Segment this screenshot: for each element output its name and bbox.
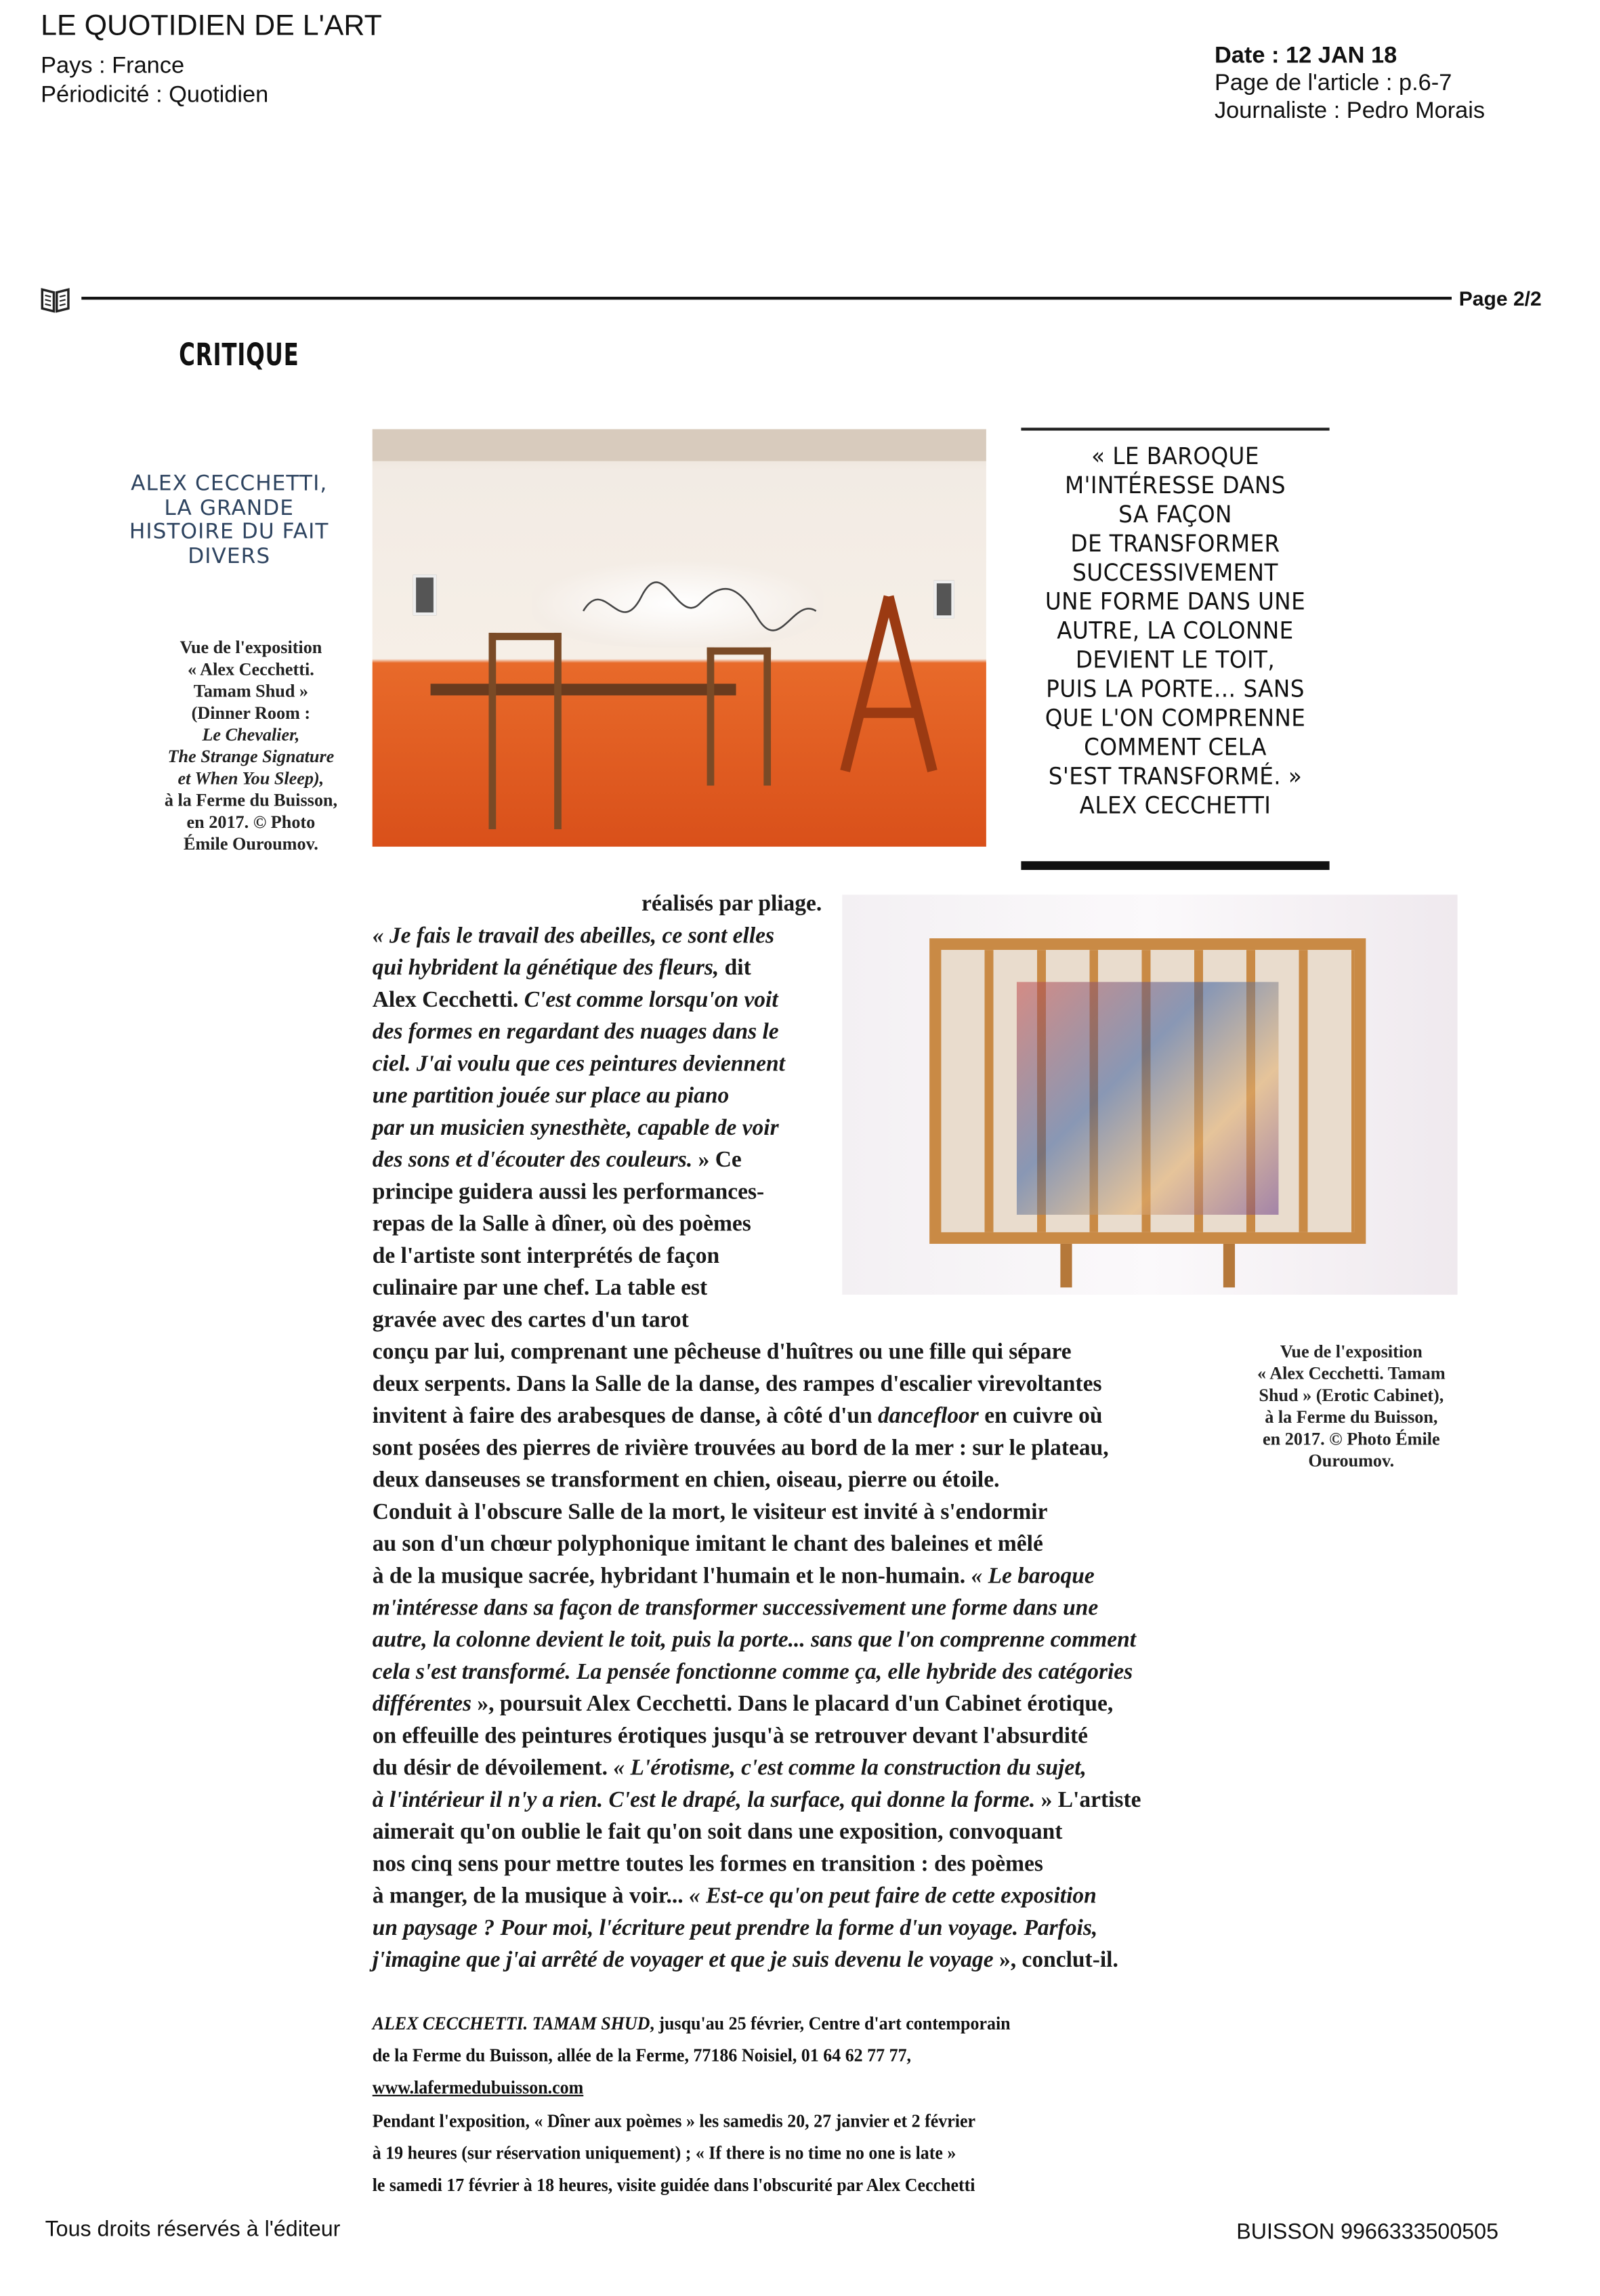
- caption-line: (Dinner Room :: [191, 703, 311, 724]
- body-line: [373, 1339, 1072, 1368]
- text-segment: en cuivre où: [978, 1404, 1103, 1429]
- caption-line: « Alex Cecchetti. Tamam: [1257, 1363, 1446, 1384]
- info-line: [373, 2108, 975, 2134]
- text-segment: de la Ferme du Buisson, allée de la Ferme, 77186 Noisiel, 01 64 62 77 77,: [372, 2044, 912, 2066]
- text-segment: » L'artiste: [1035, 1788, 1141, 1813]
- body-line: [373, 1850, 1043, 1879]
- side-title-line: LA GRANDE: [164, 497, 295, 520]
- body-line: [373, 1243, 719, 1272]
- book-icon: [41, 287, 70, 313]
- article-page: Page de l'article : p.6-7: [1214, 71, 1452, 96]
- caption-line: à la Ferme du Buisson,: [164, 789, 338, 811]
- document-code: BUISSON 9966333500505: [1236, 2219, 1499, 2245]
- text-segment: à de la musique sacrée, hybridant l'humain et le non-humain.: [372, 1564, 971, 1589]
- text-segment: j'imagine que j'ai arrêté de voyager et que je suis devenu le voyage: [372, 1948, 994, 1973]
- text-segment: » Ce: [692, 1148, 742, 1173]
- text-segment: « Je fais le travail des abeilles, ce sont elles: [372, 923, 775, 949]
- body-line: [373, 1466, 1000, 1495]
- body-line: [373, 1722, 1088, 1751]
- text-segment: dancefloor: [878, 1404, 979, 1429]
- caption-line: en 2017. © Photo Émile: [1263, 1428, 1440, 1449]
- text-segment: de l'artiste sont interprétés de façon: [372, 1243, 720, 1269]
- body-line: [373, 1530, 1043, 1560]
- body-line: [373, 1499, 1048, 1528]
- caption-line: Tamam Shud »: [193, 680, 309, 701]
- body-line: [373, 1755, 1087, 1784]
- caption-line: Shud » (Erotic Cabinet),: [1259, 1385, 1444, 1406]
- pull-quote-line: « LE BAROQUE: [1091, 442, 1259, 470]
- body-line: [373, 1690, 1114, 1719]
- body-line: [373, 1371, 1102, 1400]
- body-line: [373, 1083, 730, 1112]
- pull-quote-line: ALEX CECCHETTI: [1079, 791, 1271, 819]
- side-title-line: HISTOIRE DU FAIT: [129, 520, 329, 545]
- country: Pays : France: [41, 54, 185, 79]
- caption-line: The Strange Signature: [167, 746, 335, 767]
- text-segment: invitent à faire des arabesques de danse, à côté d'un: [372, 1404, 879, 1429]
- website-link[interactable]: www.lafermedubuisson.com: [372, 2076, 584, 2099]
- text-segment: « Est-ce qu'on peut faire de cette exposition: [689, 1883, 1097, 1909]
- body-line: [373, 1306, 689, 1335]
- caption-line: Émile Ouroumov.: [184, 833, 318, 854]
- text-segment: aimerait qu'on oublie le fait qu'on soit dans une exposition, convoquant: [372, 1820, 1063, 1845]
- text-segment: le samedi 17 février à 18 heures, visite guidée dans l'obscurité par Alex Cecchetti: [372, 2173, 975, 2196]
- text-segment: nos cinq sens pour mettre toutes les formes en transition : des poèmes: [372, 1852, 1043, 1877]
- caption-erotic-cabinet: [1244, 1341, 1459, 1472]
- exhibition-photo-dinner-room: [373, 429, 986, 846]
- caption-line: Vue de l'exposition: [180, 637, 322, 658]
- body-line: [373, 1627, 1136, 1656]
- text-segment: ALEX CECCHETTI. TAMAM SHUD: [372, 2011, 650, 2034]
- text-segment: », conclut-il.: [993, 1948, 1118, 1973]
- text-segment: une partition jouée sur place au piano: [372, 1083, 730, 1109]
- text-segment: , jusqu'au 25 février, Centre d'art contemporain: [650, 2011, 1011, 2034]
- caption-line: et When You Sleep),: [177, 768, 324, 789]
- exhibition-photo-erotic-cabinet: [842, 895, 1457, 1295]
- text-segment: à 19 heures (sur réservation uniquement) ; « If there is no time no one is late »: [372, 2141, 956, 2163]
- caption-line: à la Ferme du Buisson,: [1265, 1406, 1438, 1427]
- periodicity: Périodicité : Quotidien: [41, 83, 269, 108]
- body-line: [373, 1434, 1109, 1463]
- text-segment: gravée avec des cartes d'un tarot: [372, 1308, 689, 1333]
- text-segment: Conduit à l'obscure Salle de la mort, le visiteur est invité à s'endormir: [372, 1499, 1048, 1525]
- text-segment: culinaire par une chef. La table est: [372, 1276, 708, 1301]
- body-line: [373, 922, 774, 951]
- caption-line: Ouroumov.: [1308, 1450, 1395, 1471]
- body-line: [373, 1594, 1099, 1623]
- body-line: [373, 1114, 779, 1144]
- text-segment: ciel. J'ai voulu que ces peintures deviennent: [372, 1051, 785, 1077]
- body-line: [373, 1402, 1103, 1432]
- text-segment: on effeuille des peintures érotiques jusqu'à se retrouver devant l'absurdité: [372, 1724, 1089, 1749]
- date: Date : 12 JAN 18: [1214, 43, 1397, 68]
- text-segment: deux danseuses se transforment en chien, oiseau, pierre ou étoile.: [372, 1467, 1000, 1493]
- pull-quote: [1021, 427, 1329, 870]
- body-line: [373, 955, 751, 984]
- journalist: Journaliste : Pedro Morais: [1214, 99, 1486, 124]
- text-segment: Pendant l'exposition, « Dîner aux poèmes » les samedis 20, 27 janvier et 2 février: [372, 2108, 976, 2131]
- pull-quote-line: QUE L'ON COMPRENNE: [1045, 704, 1306, 732]
- rights-notice: Tous droits réservés à l'éditeur: [45, 2217, 341, 2242]
- pull-quote-line: COMMENT CELA: [1084, 733, 1267, 761]
- publication-name: LE QUOTIDIEN DE L'ART: [41, 10, 382, 43]
- text-segment: par un musicien synesthète, capable de voir: [372, 1115, 779, 1141]
- pull-quote-line: SUCCESSIVEMENT: [1072, 558, 1278, 587]
- text-segment: m'intéresse dans sa façon de transformer successivement une forme dans une: [372, 1595, 1099, 1621]
- info-line: [373, 2043, 911, 2069]
- header-rule: [81, 297, 1452, 299]
- pull-quote-line: UNE FORME DANS UNE: [1045, 587, 1306, 616]
- text-segment: à l'intérieur il n'y a rien. C'est le drapé, la surface, qui donne la forme.: [372, 1788, 1036, 1813]
- text-segment: conçu par lui, comprenant une pêcheuse d'huîtres ou une fille qui sépare: [372, 1339, 1072, 1365]
- body-line: [373, 1050, 785, 1079]
- side-title-line: DIVERS: [188, 545, 271, 568]
- info-line: [373, 2075, 584, 2102]
- page-indicator: Page 2/2: [1458, 287, 1542, 310]
- info-line: [373, 2140, 956, 2166]
- body-line: [373, 1658, 1133, 1688]
- text-segment: deux serpents. Dans la Salle de la danse, des rampes d'escalier virevoltantes: [372, 1371, 1102, 1397]
- body-line: [641, 890, 822, 919]
- pull-quote-line: PUIS LA PORTE… SANS: [1046, 675, 1305, 703]
- text-segment: du désir de dévoilement.: [372, 1755, 614, 1781]
- pull-quote-line: SA FAÇON: [1118, 500, 1232, 528]
- body-line: [373, 986, 778, 1016]
- text-segment: différentes: [372, 1692, 472, 1717]
- text-segment: Alex Cecchetti.: [372, 988, 524, 1013]
- text-segment: dit: [719, 955, 751, 981]
- text-segment: des formes en regardant des nuages dans le: [372, 1020, 779, 1045]
- body-line: [373, 1178, 764, 1207]
- text-segment: qui hybrident la génétique des fleurs,: [372, 955, 719, 981]
- caption-line: Vue de l'exposition: [1280, 1341, 1423, 1362]
- pull-quote-line: DE TRANSFORMER: [1070, 529, 1280, 558]
- text-segment: « Le baroque: [971, 1564, 1095, 1589]
- body-line: [373, 1883, 1097, 1912]
- text-segment: un paysage ? Pour moi, l'écriture peut prendre la forme d'un voyage. Parfois,: [372, 1915, 1098, 1941]
- pull-quote-line: S'EST TRANSFORMÉ. »: [1048, 762, 1303, 790]
- text-segment: principe guidera aussi les performances-: [372, 1180, 765, 1205]
- section-title: CRITIQUE: [179, 337, 299, 373]
- caption-line: « Alex Cecchetti.: [188, 659, 314, 680]
- caption-line: Le Chevalier,: [202, 724, 300, 745]
- body-line: [373, 1787, 1141, 1816]
- body-line: [373, 1946, 1118, 1976]
- pull-quote-line: AUTRE, LA COLONNE: [1057, 617, 1294, 645]
- text-segment: cela s'est transformé. La pensée fonctionne comme ça, elle hybride des catégories: [372, 1660, 1133, 1685]
- body-line: [373, 1274, 708, 1303]
- caption-dinner-room: [146, 638, 356, 856]
- text-segment: à manger, de la musique à voir...: [372, 1883, 690, 1909]
- side-title: [117, 473, 342, 569]
- info-line: [373, 2172, 975, 2198]
- body-line: [373, 1146, 742, 1175]
- info-line: [373, 2011, 1011, 2037]
- text-segment: », poursuit Alex Cecchetti. Dans le placard d'un Cabinet érotique,: [471, 1692, 1114, 1717]
- text-segment: C'est comme lorsqu'on voit: [524, 988, 778, 1013]
- body-line: [373, 1211, 751, 1240]
- side-title-line: ALEX CECCHETTI,: [131, 472, 328, 497]
- text-segment: sont posées des pierres de rivière trouvées au bord de la mer : sur le plateau,: [372, 1436, 1109, 1461]
- caption-line: en 2017. © Photo: [186, 812, 316, 833]
- pull-quote-line: DEVIENT LE TOIT,: [1075, 646, 1276, 674]
- text-segment: repas de la Salle à dîner, où des poèmes: [372, 1211, 751, 1237]
- body-line: [373, 1818, 1063, 1848]
- body-line: [373, 1915, 1098, 1944]
- body-line: [373, 1562, 1095, 1591]
- body-line: [373, 1018, 779, 1047]
- text-segment: autre, la colonne devient le toit, puis la porte... sans que l'on comprenne comment: [372, 1627, 1137, 1653]
- text-segment: au son d'un chœur polyphonique imitant le chant des baleines et mêlé: [372, 1532, 1043, 1557]
- text-segment: « L'érotisme, c'est comme la construction du sujet,: [613, 1755, 1087, 1781]
- pull-quote-line: M'INTÉRESSE DANS: [1064, 471, 1286, 499]
- text-segment: réalisés par pliage.: [641, 892, 822, 917]
- text-segment: des sons et d'écouter des couleurs.: [372, 1148, 693, 1173]
